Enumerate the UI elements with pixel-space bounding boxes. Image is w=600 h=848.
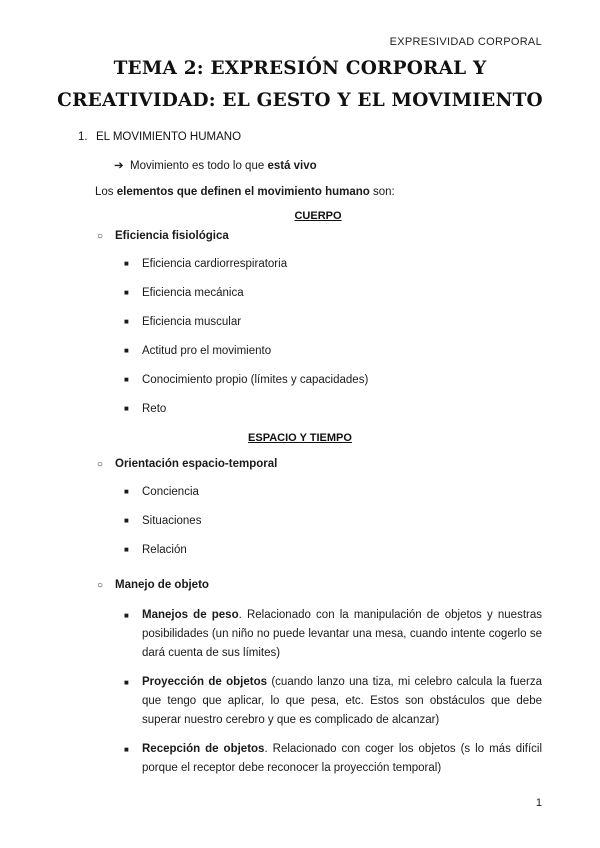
square-bullet-icon: ■: [124, 375, 129, 384]
circle-bullet-icon: ○: [97, 580, 104, 591]
section-heading: [78, 131, 241, 143]
list-item: [124, 316, 241, 328]
paragraph-text: [142, 673, 542, 730]
square-bullet-icon: ■: [124, 288, 129, 297]
list-item-text: Eficiencia cardiorrespiratoria: [142, 258, 288, 270]
arrow-bold: está vivo: [267, 160, 317, 172]
title-line-2: CREATIVIDAD: EL GESTO Y EL MOVIMIENTO: [57, 90, 543, 111]
list-item: [124, 403, 166, 415]
group-eficiencia: [97, 230, 229, 242]
paragraph-item: [124, 606, 542, 663]
section-number: 1.: [78, 131, 88, 143]
square-bullet-icon: ■: [124, 516, 129, 525]
paragraph-bold: Manejos de peso: [142, 609, 239, 621]
section-title: EL MOVIMIENTO HUMANO: [96, 131, 242, 143]
list-item: [124, 544, 187, 556]
running-header: EXPRESIVIDAD CORPORAL: [389, 36, 542, 48]
paragraph-text: [142, 606, 542, 663]
square-bullet-icon: ■: [124, 346, 129, 355]
list-item: [124, 515, 201, 527]
circle-bullet-icon: ○: [97, 459, 104, 470]
list-item: [124, 287, 244, 299]
list-item: [124, 345, 271, 357]
group-title: Manejo de objeto: [115, 579, 209, 591]
paragraph-body: (cuando lanzo una tiza, mi celebro calcula la fuerza que tengo que aplicar, lo que pesa, etc. Estos son obstáculos que debe superar nuestro cerebro y que es complicado de alcanzar): [142, 676, 542, 726]
list-item-text: Actitud pro el movimiento: [142, 345, 272, 357]
intro-bold: elementos que definen el movimiento humano: [116, 186, 370, 198]
list-item-text: Conciencia: [142, 486, 199, 498]
list-item: [124, 258, 287, 270]
paragraph-body: . Relacionado con la manipulación de objetos y nuestras posibilidades (un niño no puede levantar una mesa, cuando intente cogerlo se dará cuenta de sus límites): [142, 609, 542, 659]
square-bullet-icon: ■: [124, 317, 129, 326]
list-item-text: Relación: [142, 544, 187, 556]
square-bullet-icon: ■: [124, 678, 129, 687]
square-bullet-icon: ■: [124, 745, 129, 754]
arrow-icon: ➔: [114, 160, 124, 172]
list-item: [124, 486, 199, 498]
square-bullet-icon: ■: [124, 259, 129, 268]
paragraph-item: [124, 740, 542, 778]
intro-pre: Los: [95, 186, 117, 198]
heading-espacio-tiempo: ESPACIO Y TIEMPO: [248, 432, 352, 444]
square-bullet-icon: ■: [124, 404, 129, 413]
square-bullet-icon: ■: [124, 611, 129, 620]
list-item: [124, 374, 368, 386]
group-title: Eficiencia fisiológica: [115, 230, 229, 242]
list-item-text: Eficiencia muscular: [142, 316, 242, 328]
paragraph-bold: Recepción de objetos: [142, 743, 265, 755]
intro-post: son:: [369, 186, 395, 198]
list-item-text: Conocimiento propio (límites y capacidades): [142, 374, 369, 386]
circle-bullet-icon: ○: [97, 231, 104, 242]
heading-cuerpo: CUERPO: [294, 210, 342, 222]
group-orientacion: [97, 458, 277, 470]
arrow-bullet: [114, 158, 317, 172]
list-item-text: Situaciones: [142, 515, 202, 527]
title-line-1: TEMA 2: EXPRESIÓN CORPORAL Y: [113, 58, 487, 79]
group-title: Orientación espacio-temporal: [115, 458, 278, 470]
paragraph-body: . Relacionado con coger los objetos (s lo más difícil porque el receptor debe reconocer la proyección temporal): [142, 743, 543, 774]
group-manejo-objeto: [97, 579, 209, 591]
paragraph-bold: Proyección de objetos: [142, 676, 267, 688]
list-item-text: Eficiencia mecánica: [142, 287, 244, 299]
square-bullet-icon: ■: [124, 487, 129, 496]
arrow-text: Movimiento es todo lo que: [130, 160, 268, 172]
list-item-text: Reto: [142, 403, 167, 415]
paragraph-text: [142, 740, 542, 778]
paragraph-item: [124, 673, 542, 730]
intro-line: [95, 186, 395, 198]
page-number: 1: [535, 797, 542, 809]
square-bullet-icon: ■: [124, 545, 129, 554]
